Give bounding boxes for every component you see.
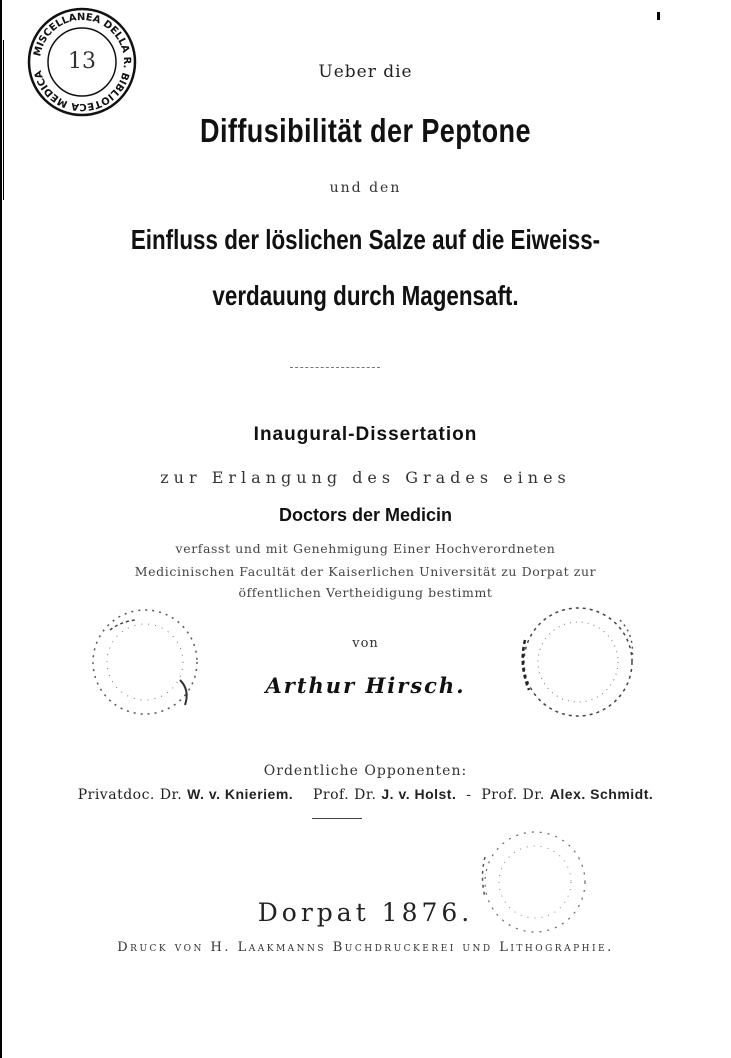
opponents-heading: Ordentliche Opponenten:	[263, 763, 468, 779]
opponent-1-name: W. v. Knieriem.	[187, 786, 294, 802]
dissertation-purpose: zur Erlangung des Grades eines	[160, 468, 571, 487]
title-line-3: verdauung durch Magensaft.	[212, 280, 519, 311]
short-rule	[312, 818, 362, 819]
seal-label: MISCELLANEA DELLA R. BIBLIOTECA MEDICA	[32, 11, 133, 113]
opponents-list: Privatdoc. Dr. W. v. Knieriem. Prof. Dr. J. v. Holst. - Prof. Dr. Alex. Schmidt.	[77, 786, 654, 803]
opponent-2-prefix: Prof. Dr.	[312, 787, 377, 803]
dissertation-desc-3: öffentlichen Vertheidigung bestimmt	[238, 585, 493, 600]
opponent-1-prefix: Privatdoc. Dr.	[77, 787, 183, 803]
title-ueber: Ueber die	[318, 62, 413, 82]
dissertation-heading: Inaugural-Dissertation	[253, 424, 478, 445]
faint-stamp-left	[80, 600, 210, 725]
imprint-place-year: Dorpat 1876.	[257, 898, 474, 927]
author-name: Arthur Hirsch.	[265, 673, 466, 698]
seal-number: 13	[68, 49, 96, 74]
faint-stamp-right	[510, 600, 645, 725]
ornamental-divider	[290, 367, 380, 368]
dissertation-desc-1: verfasst und mit Genehmigung Einer Hochverordneten	[175, 541, 556, 556]
dissertation-degree: Doctors der Medicin	[278, 505, 453, 525]
title-main: Diffusibilität der Peptone	[200, 112, 531, 149]
imprint-printer: Druck von H. Laakmanns Buchdruckerei und Lithographie.	[117, 940, 614, 955]
opponent-3-name: Alex. Schmidt.	[549, 786, 654, 802]
opponent-3-prefix: Prof. Dr.	[481, 787, 545, 803]
corner-mark	[657, 12, 660, 20]
title-line-2: Einfluss der löslichen Salze auf die Eiweiss-	[130, 224, 601, 255]
author-von: von	[352, 636, 379, 651]
dissertation-desc-2: Medicinischen Facultät der Kaiserlichen Universität zu Dorpat zur	[134, 564, 597, 579]
title-und: und den	[329, 180, 402, 196]
opponent-2-name: J. v. Holst.	[381, 786, 457, 802]
